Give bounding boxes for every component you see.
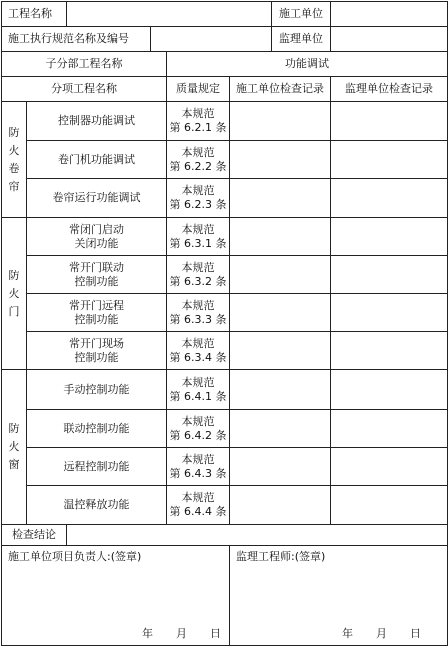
column-header-quality: 质量规定	[167, 77, 230, 102]
project-name-field[interactable]	[67, 2, 272, 27]
subdivision-value: 功能调试	[167, 52, 448, 77]
construction-check-cell[interactable]	[230, 410, 331, 448]
column-header-construction-check: 施工单位检查记录	[230, 77, 331, 102]
spec-label: 施工执行规范名称及编号	[2, 27, 151, 52]
item-name: 常开门远程 控制功能	[27, 294, 167, 332]
conclusion-field[interactable]	[67, 525, 448, 546]
construction-unit-field[interactable]	[331, 2, 448, 27]
supervision-check-cell[interactable]	[331, 179, 448, 218]
item-name: 温控释放功能	[27, 486, 167, 525]
supervision-check-cell[interactable]	[331, 410, 448, 448]
supervisor-label: 监理工程师:(签章)	[236, 550, 326, 563]
supervisor-sign-date: 年 月 日	[342, 627, 421, 640]
supervision-unit-field[interactable]	[331, 27, 448, 52]
supervision-check-cell[interactable]	[331, 332, 448, 370]
column-header-item: 分项工程名称	[2, 77, 167, 102]
spec-reference: 本规范 第 6.4.1 条	[167, 370, 230, 410]
item-name: 卷门机功能调试	[27, 141, 167, 179]
construction-check-cell[interactable]	[230, 332, 331, 370]
table-row	[2, 218, 448, 256]
table-row	[2, 332, 448, 370]
supervision-unit-label: 监理单位	[272, 27, 331, 52]
construction-check-cell[interactable]	[230, 141, 331, 179]
spec-field[interactable]	[151, 27, 272, 52]
category-fire-shutter: 防 火 卷 帘	[2, 102, 27, 218]
supervision-check-cell[interactable]	[331, 218, 448, 256]
supervision-check-cell[interactable]	[331, 102, 448, 141]
column-header-row	[2, 77, 448, 102]
project-name-label: 工程名称	[2, 2, 67, 27]
construction-signature-cell[interactable]	[2, 546, 230, 646]
spec-reference: 本规范 第 6.3.4 条	[167, 332, 230, 370]
spec-reference: 本规范 第 6.3.1 条	[167, 218, 230, 256]
item-name: 控制器功能调试	[27, 102, 167, 141]
supervision-check-cell[interactable]	[331, 256, 448, 294]
supervision-check-cell[interactable]	[331, 370, 448, 410]
spec-reference: 本规范 第 6.4.2 条	[167, 410, 230, 448]
category-fire-window: 防 火 窗	[2, 370, 27, 525]
spec-reference: 本规范 第 6.3.3 条	[167, 294, 230, 332]
table-row	[2, 294, 448, 332]
subdivision-label: 子分部工程名称	[2, 52, 167, 77]
table-row	[2, 102, 448, 141]
spec-reference: 本规范 第 6.4.3 条	[167, 448, 230, 486]
item-name: 手动控制功能	[27, 370, 167, 410]
construction-check-cell[interactable]	[230, 218, 331, 256]
construction-check-cell[interactable]	[230, 179, 331, 218]
spec-reference: 本规范 第 6.2.2 条	[167, 141, 230, 179]
spec-row	[2, 27, 448, 52]
item-name: 远程控制功能	[27, 448, 167, 486]
construction-sign-date: 年 月 日	[142, 627, 221, 640]
subdivision-row	[2, 52, 448, 77]
spec-reference: 本规范 第 6.3.2 条	[167, 256, 230, 294]
category-fire-door: 防 火 门	[2, 218, 27, 370]
supervision-check-cell[interactable]	[331, 294, 448, 332]
conclusion-row	[2, 525, 448, 546]
construction-unit-label: 施工单位	[272, 2, 331, 27]
supervision-check-cell[interactable]	[331, 448, 448, 486]
item-name: 卷帘运行功能调试	[27, 179, 167, 218]
supervisor-signature-cell[interactable]	[230, 546, 448, 646]
table-row	[2, 141, 448, 179]
construction-check-cell[interactable]	[230, 294, 331, 332]
project-name-row	[2, 2, 448, 27]
table-row	[2, 256, 448, 294]
construction-manager-label: 施工单位项目负责人:(签章)	[8, 550, 142, 563]
table-row	[2, 448, 448, 486]
spec-reference: 本规范 第 6.2.1 条	[167, 102, 230, 141]
table-row	[2, 486, 448, 525]
table-row	[2, 179, 448, 218]
spec-reference: 本规范 第 6.2.3 条	[167, 179, 230, 218]
construction-check-cell[interactable]	[230, 102, 331, 141]
item-name: 常开门联动 控制功能	[27, 256, 167, 294]
signature-row	[2, 546, 448, 646]
supervision-check-cell[interactable]	[331, 486, 448, 525]
acceptance-form	[1, 1, 447, 648]
column-header-supervision-check: 监理单位检查记录	[331, 77, 448, 102]
item-name: 常闭门启动 关闭功能	[27, 218, 167, 256]
item-name: 联动控制功能	[27, 410, 167, 448]
supervision-check-cell[interactable]	[331, 141, 448, 179]
table-row	[2, 410, 448, 448]
construction-check-cell[interactable]	[230, 448, 331, 486]
construction-check-cell[interactable]	[230, 370, 331, 410]
construction-check-cell[interactable]	[230, 486, 331, 525]
item-name: 常开门现场 控制功能	[27, 332, 167, 370]
inspection-table	[1, 1, 448, 646]
construction-check-cell[interactable]	[230, 256, 331, 294]
conclusion-label: 检查结论	[2, 525, 67, 546]
spec-reference: 本规范 第 6.4.4 条	[167, 486, 230, 525]
table-row	[2, 370, 448, 410]
